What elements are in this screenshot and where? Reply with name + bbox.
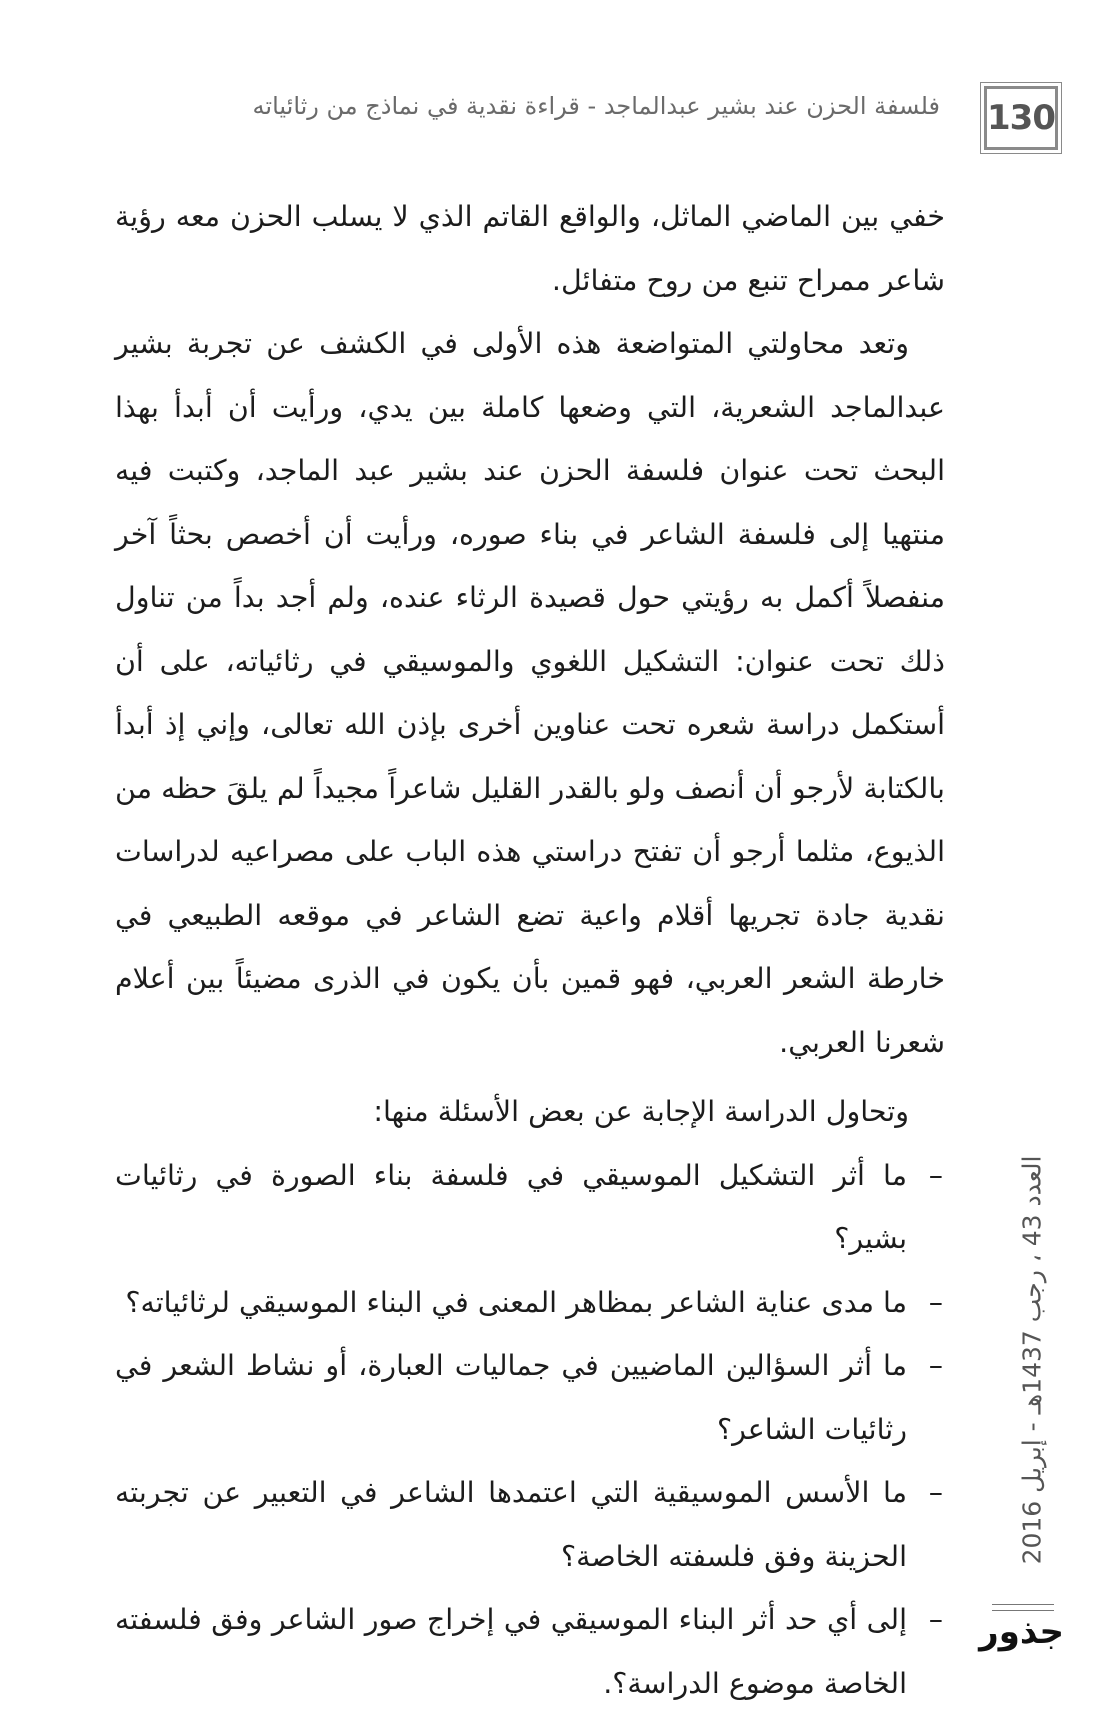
questions-list — [115, 1144, 945, 1715]
list-item — [115, 1271, 945, 1335]
list-dash: – — [929, 1271, 943, 1335]
questions-intro: وتحاول الدراسة الإجابة عن بعض الأسئلة منها: — [115, 1080, 945, 1144]
list-dash: – — [929, 1334, 943, 1398]
question-text: ما مدى عناية الشاعر بمظاهر المعنى في البناء الموسيقي لرثائياته؟ — [125, 1286, 907, 1319]
question-text: ما أثر التشكيل الموسيقي في فلسفة بناء الصورة في رثائيات بشير؟ — [115, 1159, 907, 1256]
question-text: ما الأسس الموسيقية التي اعتمدها الشاعر في التعبير عن تجربته الحزينة وفق فلسفته الخاصة؟ — [115, 1476, 907, 1573]
list-dash: – — [929, 1461, 943, 1525]
list-item — [115, 1461, 945, 1588]
issue-info-text: العدد 43 ، رجب 1437هـ - إبريل 2016 — [1018, 1156, 1047, 1565]
issue-info-sidebar — [1012, 1120, 1052, 1600]
list-item — [115, 1588, 945, 1715]
list-item — [115, 1334, 945, 1461]
running-header-title: فلسفة الحزن عند بشير عبدالماجد - قراءة نقدية في نماذج من رثائياته — [120, 92, 940, 120]
page-number: 130 — [984, 86, 1058, 150]
question-text: إلى أي حد أثر البناء الموسيقي في إخراج صور الشاعر وفق فلسفته الخاصة موضوع الدراسة؟. — [115, 1603, 907, 1700]
paragraph-continuation: خفي بين الماضي الماثل، والواقع القاتم الذي لا يسلب الحزن معه رؤية شاعر ممراح تنبع من روح متفائل. — [115, 185, 945, 312]
article-body — [115, 185, 945, 1715]
list-dash: – — [929, 1588, 943, 1652]
paragraph-study-intro: وتعد محاولتي المتواضعة هذه الأولى في الكشف عن تجربة بشير عبدالماجد الشعرية، التي وضعها كاملة بين يدي، ورأيت أن أبدأ بهذا البحث تحت عنوان فلسفة الحزن عند بشير عبد الماجد، وكتبت فيه منتهيا إلى فلسفة الشاعر في بناء صوره، ورأيت أن أخصص بحثاً آخر منفصلاً أكمل به رؤيتي حول قصيدة الرثاء عنده، ولم أجد بداً من تناول ذلك تحت عنوان: التشكيل اللغوي والموسيقي في رثائياته، على أن أستكمل دراسة شعره تحت عناوين أخرى بإذن الله تعالى، وإني إذ أبدأ بالكتابة لأرجو أن أنصف ولو بالقدر القليل شاعراً مجيداً لم يلقَ حظه من الذيوع، مثلما أرجو أن تفتح دراستي هذه الباب على مصراعيه لدراسات نقدية جادة تجريها أقلام واعية تضع الشاعر في موقعه الطبيعي في خارطة الشعر العربي، فهو قمين بأن يكون في الذرى مضيئاً بين أعلام شعرنا العربي. — [115, 312, 945, 1074]
journal-logo: جذور — [984, 1612, 1064, 1652]
question-text: ما أثر السؤالين الماضيين في جماليات العبارة، أو نشاط الشعر في رثائيات الشاعر؟ — [115, 1349, 907, 1446]
list-dash: – — [929, 1144, 943, 1208]
list-item — [115, 1144, 945, 1271]
journal-divider — [992, 1604, 1054, 1611]
